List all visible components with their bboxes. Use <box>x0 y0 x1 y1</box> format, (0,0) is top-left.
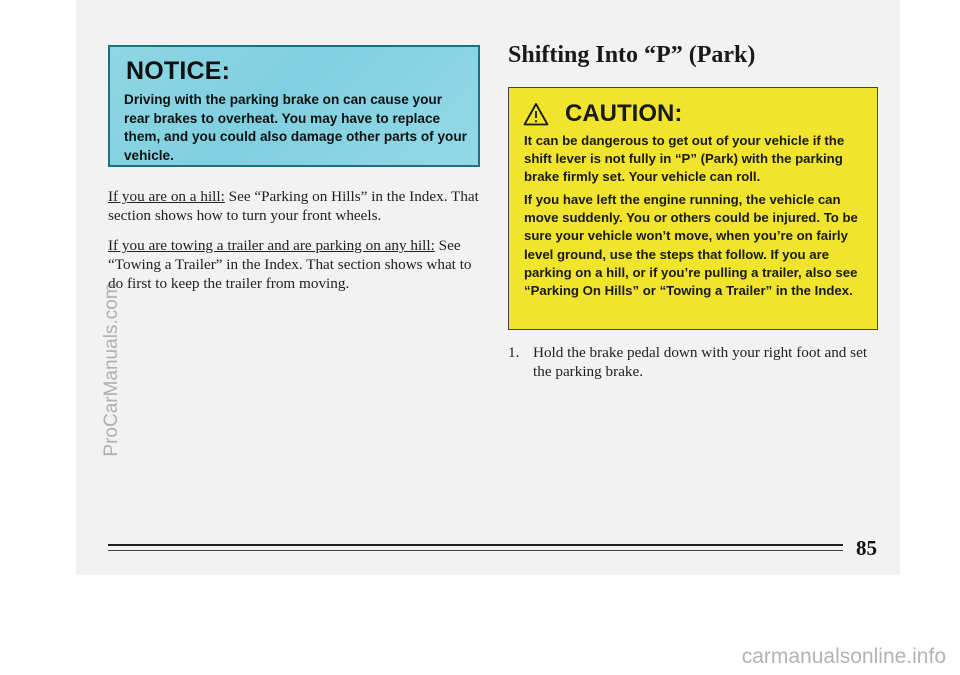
caution-title: CAUTION: <box>565 100 683 127</box>
caution-paragraph-1: It can be dangerous to get out of your vehicle if the shift lever is not fully in “P” (Park) with the parking brake firmly set. Your vehicle can roll. <box>524 133 845 185</box>
trailer-paragraph <box>108 236 480 293</box>
trailer-paragraph-text: See “Towing a Trailer” in the Index. That section shows what to do first to keep the trailer from moving. <box>108 237 472 292</box>
caution-paragraph-2: If you have left the engine running, the vehicle can move suddenly. You or others could be injured. To be sure your vehicle won’t move, when you’re on fairly level ground, use the steps that follow. If you are parking on a hill, or if you’re pulling a trailer, also see “Parking On Hills” or “Towing a Trailer” in the Index. <box>524 192 858 299</box>
trailer-paragraph-lead: If you are towing a trailer and are parking on any hill: <box>108 237 435 254</box>
step-number: 1. <box>508 344 520 361</box>
page-number: 85 <box>856 536 877 560</box>
warning-triangle-icon <box>523 102 549 126</box>
caution-header <box>523 100 682 128</box>
bottom-watermark[interactable]: carmanualsonline.info <box>741 645 946 668</box>
notice-text: Driving with the parking brake on can cause your rear brakes to overheat. You may have to replace them, and you could also damage other parts of your vehicle. <box>124 92 467 163</box>
footer-rule-thin <box>108 550 843 551</box>
section-title: Shifting Into “P” (Park) <box>508 42 756 68</box>
hill-paragraph-text: See “Parking on Hills” in the Index. That section shows how to turn your front wheels. <box>108 188 479 224</box>
hill-paragraph-lead: If you are on a hill: <box>108 188 225 205</box>
side-watermark: ProCarManuals.com <box>101 283 122 457</box>
notice-title: NOTICE: <box>126 57 231 85</box>
footer-rule <box>108 544 843 546</box>
notice-box <box>108 45 480 167</box>
hill-paragraph <box>108 187 480 225</box>
step-text: Hold the brake pedal down with your right foot and set the parking brake. <box>533 344 868 380</box>
caution-box <box>508 87 878 330</box>
